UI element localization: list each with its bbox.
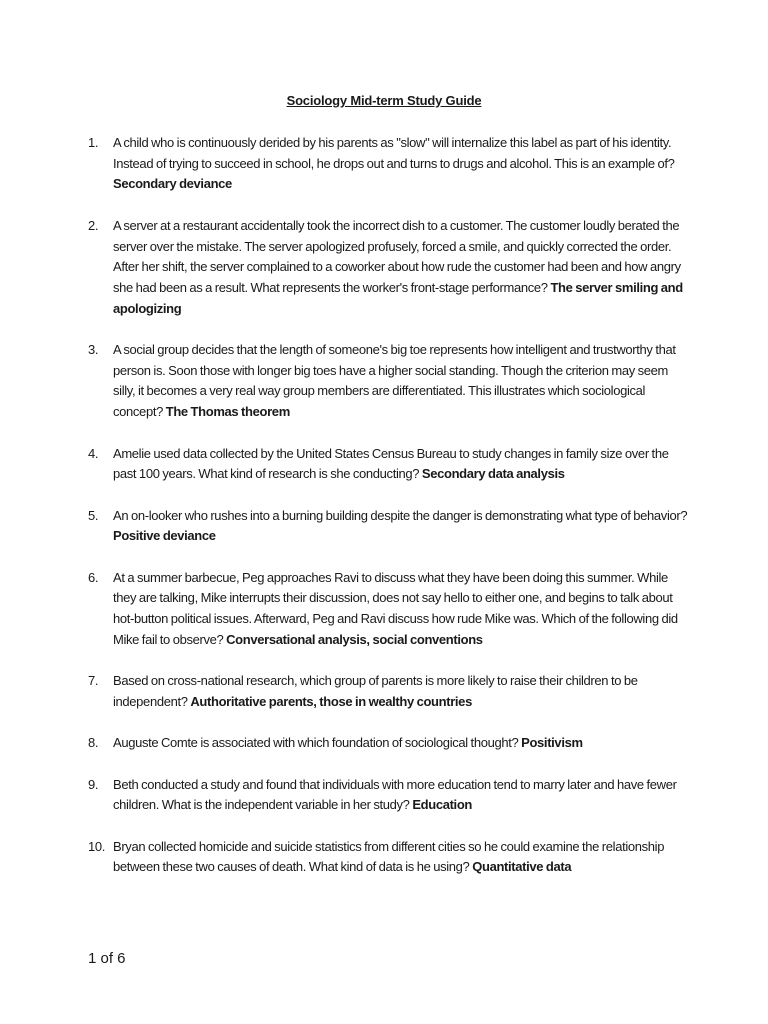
question-item [88, 775, 688, 816]
question-number: 1. [88, 135, 99, 150]
page-number: 1 of 6 [88, 950, 126, 967]
question-text: Based on cross-national research, which group of parents is more likely to raise their children to be independent? [113, 673, 638, 709]
question-answer: Positivism [521, 735, 583, 751]
question-item [88, 216, 688, 320]
question-answer: Positive deviance [113, 528, 216, 544]
question-answer: Secondary deviance [113, 176, 232, 192]
question-answer: Secondary data analysis [421, 466, 565, 482]
question-number: 7. [88, 673, 99, 689]
question-item [88, 568, 688, 651]
question-answer: Quantitative data [472, 859, 572, 875]
question-item [88, 506, 688, 547]
question-text: A server at a restaurant accidentally took the incorrect dish to a customer. The customer loudly berated the server over the mistake. The server apologized profusely, forced a smile, and quickly corrected the order. After her shift, the server complained to a coworker about how rude the customer had been and how angry she had been as a result. What represents the worker's front-stage performance? [113, 217, 681, 295]
question-item [88, 340, 688, 423]
question-text: A social group decides that the length of someone's big toe represents how intelligent and trustworthy that person is. Soon those with longer big toes have a higher social standing. Though the criterion may seem silly, it becomes a very real way group members are differentiated. This illustrates which sociological concept? [113, 342, 676, 420]
question-number: 2. [88, 217, 99, 233]
question-number: 4. [88, 445, 99, 461]
question-number: 3. [88, 342, 99, 357]
question-answer: The Thomas theorem [165, 404, 290, 420]
question-number: 8. [88, 735, 99, 751]
question-text: Amelie used data collected by the United States Census Bureau to study changes in family size over the past 100 years. What kind of research is she conducting? [113, 445, 669, 482]
question-text: Beth conducted a study and found that individuals with more education tend to marry later and have fewer children. What is the independent variable in her study? [113, 776, 677, 813]
question-item [88, 733, 688, 754]
question-text: A child who is continuously derided by his parents as "slow" will internalize this label as part of his identity. Instead of trying to succeed in school, he drops out and turns to drugs and alcohol. This is an example of? [113, 135, 675, 171]
question-answer: Education [412, 797, 472, 813]
question-list [88, 133, 688, 899]
question-item [88, 444, 688, 485]
question-item [88, 133, 688, 195]
question-number: 9. [88, 776, 99, 792]
question-text: An on-looker who rushes into a burning building despite the danger is demonstrating what type of behavior? [113, 507, 688, 523]
question-text: Auguste Comte is associated with which foundation of sociological thought? [113, 735, 519, 751]
question-item [88, 837, 688, 878]
question-number: 5. [88, 507, 99, 523]
question-answer: Conversational analysis, social conventions [226, 631, 483, 647]
question-answer: The server smiling and apologizing [113, 279, 683, 316]
question-item [88, 671, 688, 712]
document-title: Sociology Mid-term Study Guide [286, 93, 482, 108]
question-number: 10. [88, 838, 106, 854]
question-text: Bryan collected homicide and suicide statistics from different cities so he could examine the relationship between these two causes of death. What kind of data is he using? [113, 838, 665, 875]
question-text: At a summer barbecue, Peg approaches Ravi to discuss what they have been doing this summer. While they are talking, Mike interrupts their discussion, does not say hello to either one, and begins to talk about hot-button political issues. Afterward, Peg and Ravi discuss how rude Mike was. Which of the following did Mike fail to observe? [113, 569, 678, 647]
question-answer: Authoritative parents, those in wealthy countries [190, 693, 472, 709]
question-number: 6. [88, 569, 99, 585]
